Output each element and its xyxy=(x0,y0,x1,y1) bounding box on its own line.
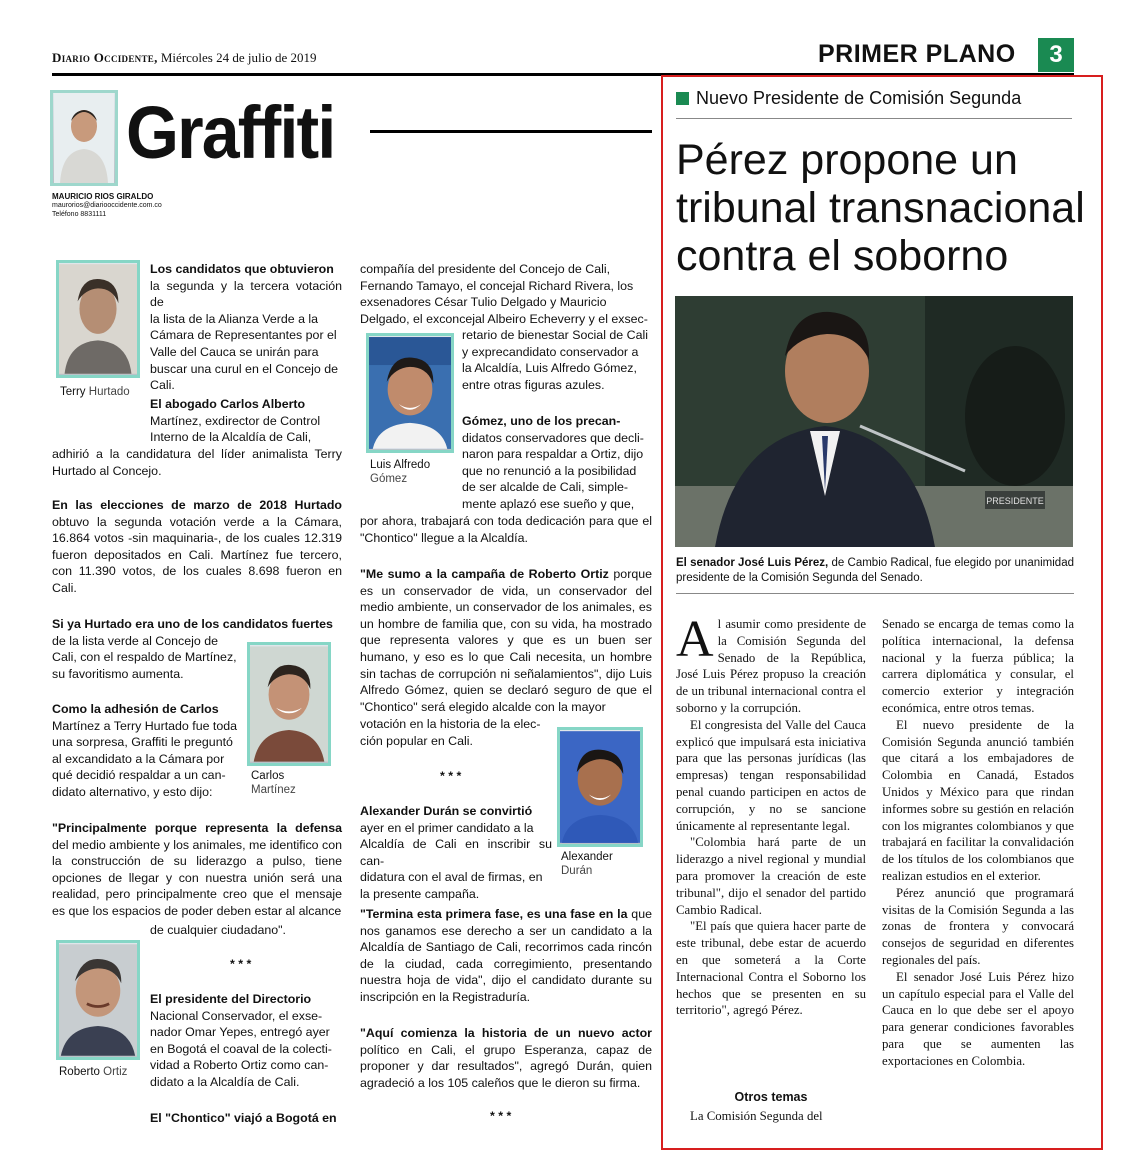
section-separator: * * * xyxy=(490,1109,512,1123)
terry-caption: Terry Hurtado xyxy=(60,386,130,398)
graffiti-paragraph-3: En las elecciones de marzo de 2018 Hurtado obtuvo la segunda votación verde a la Cámara, 16.864 votos -sin maquinaria-, de los cuales 12.319 fueron depositados en Cali. Martínez fue tercero, con 11.390 votos, de los cuales 8.698 fueron en Cali. xyxy=(52,498,342,595)
person-icon xyxy=(250,645,328,763)
graffiti-mid-paragraph-4: Alexander Durán se convirtió ayer en el primer candidato a la Alcaldía de Cali en inscribir su can- didatura con el aval de firmas, en la presente campaña. xyxy=(360,804,552,901)
terry-hurtado-photo xyxy=(56,260,140,378)
graffiti-paragraph-2-head: El abogado Carlos Alberto Martínez, exdirector de Control Interno de la Alcaldía de Cali, xyxy=(150,397,321,445)
graffiti-paragraph-6-end: de cualquier ciudadano". xyxy=(150,923,286,937)
article-paragraph-9: El senador José Luis Pérez hizo un capítulo especial para el Valle del Cauca en lo que debe ser el apoyo para generar condiciones favorables para que se aumenten las exportaciones en Colombia. xyxy=(882,969,1074,1068)
article-paragraph-6: Senado se encarga de temas como la política internacional, la defensa nacional y la fuerza pública; la carrera diplomática y consular, el comercio exterior y integración económica, entre otros temas. xyxy=(882,617,1074,715)
columnist-photo xyxy=(50,90,118,186)
article-paragraph-2: El congresista del Valle del Cauca explicó que impulsará esta iniciativa para que las personas jurídicas (las empresas) tengan responsabilidad penal cuando participen en actos de corrupción, y no se sancione únicamente al representante legal. xyxy=(676,717,866,833)
graffiti-paragraph-7: El presidente del Directorio Nacional Conservador, el exse- nador Omar Yepes, entregó ayer en Bogotá el coaval de la colecti- vidad a Roberto Ortiz como can- didato a la Alcaldía de Cali. xyxy=(150,992,332,1089)
graffiti-paragraph-5: Como la adhesión de Carlos Martínez a Terry Hurtado fue toda una sorpresa, Graffiti le preguntó al excandidato a la Cámara por qué decidió respaldar a un can- didato alternativo, y esto dijo: xyxy=(52,702,238,799)
article-kicker: Nuevo Presidente de Comisión Segunda xyxy=(696,88,1022,108)
column-title: Graffiti xyxy=(126,91,335,174)
page-number: 3 xyxy=(1038,38,1074,72)
roberto-caption: Roberto Ortiz xyxy=(59,1066,128,1078)
masthead xyxy=(52,50,316,66)
columnist-phone: Teléfono 8831111 xyxy=(52,211,107,218)
section-title: PRIMER PLANO xyxy=(818,40,1016,68)
graffiti-paragraph-8: El "Chontico" viajó a Bogotá en xyxy=(150,1111,337,1125)
column-title-rule xyxy=(370,130,652,133)
article-column-2 xyxy=(882,616,1074,1070)
section-separator: * * * xyxy=(230,957,252,971)
graffiti-paragraph-1: Los candidatos que obtuvieron la segunda y la tercera votación de la lista de la Alianza Verde a la Cámara de Representantes por el Valle del Cauca se unirán para buscar una curul en el Concejo de Cali. xyxy=(150,262,342,393)
graffiti-paragraph-4: Si ya Hurtado era uno de los candidatos fuertes de la lista verde al Concejo de Cali, con el respaldo de Martínez, su favoritismo aumenta. xyxy=(52,617,333,681)
article-paragraph-8: Pérez anunció que programará visitas de la Comisión Segunda a las zonas de frontera y convocará consejos de seguridad en diferentes regionales del país. xyxy=(882,885,1074,967)
graffiti-mid-paragraph-6: "Aquí comienza la historia de un nuevo actor político en Cali, el grupo Esperanza, capaz de proponer y dar resultados", agregó Durán, quien agradeció a los 105 caleños que le dieron su firma. xyxy=(360,1026,652,1090)
article-paragraph-4: "El país que quiera hacer parte de este tribunal, debe estar de acuerdo en que someterá a la Corte Internacional Contra el Soborno los hechos que se presenten en su territorio", agregó Pérez. xyxy=(676,919,866,1018)
graffiti-mid-paragraph-2-rest: por ahora, trabajará con toda dedicación para que el "Chontico" llegue a la Alcaldía. xyxy=(360,514,652,545)
article-paragraph-7: El nuevo presidente de la Comisión Segunda anunció también que citará a los embajadores de Colombia en Canadá, Estados Unidos y México para que rindan informes sobre su gestión en relación con los migrantes colombianos y que trabajará en facilitar la convalidación de los títulos de los colombianos que realizan estudios en el exterior. xyxy=(882,717,1074,883)
kicker-rule xyxy=(676,118,1072,119)
article-paragraph-1: Al asumir como presidente de la Comisión Segunda del Senado de la República, José Luis Pérez propuso la creación de un tribunal internacional contra el soborno y la corrupción. xyxy=(676,611,866,715)
graffiti-mid-paragraph-2: Gómez, uno de los precan- didatos conservadores que decli- naron para respaldar a Ortiz, dijo que no renunció a la posibilidad de ser alcalde de Cali, simple- mente aplazó ese sueño y que, xyxy=(462,414,644,511)
alexander-caption: Alexander Durán xyxy=(561,851,613,877)
kicker-square-icon xyxy=(676,92,689,105)
graffiti-mid-paragraph-5: "Termina esta primera fase, es una fase en la que nos ganamos ese derecho a ser un candidato a la Alcaldía de Santiago de Cali, recorrimos cada rincón de la ciudad, cada corregimiento, presentando nuestra hoja de vida", dijo el candidato durante su inscripción en la Registraduría. xyxy=(360,907,652,1004)
article-subhead: Otros temas xyxy=(734,1090,808,1104)
newspaper-name: Diario Occidente, xyxy=(52,50,158,65)
columnist-name: MAURICIO RIOS GIRALDO xyxy=(52,192,154,201)
section-separator: * * * xyxy=(440,769,462,783)
graffiti-paragraph-2-rest: adhirió a la candidatura del líder animalista Terry Hurtado al Concejo. xyxy=(52,447,342,478)
issue-date: Miércoles 24 de julio de 2019 xyxy=(160,50,317,65)
graffiti-mid-paragraph-3-end: votación en la historia de la elec- ción popular en Cali. xyxy=(360,717,541,748)
senator-photo xyxy=(675,296,1073,547)
nameplate-text: PRESIDENTE xyxy=(986,496,1044,506)
article-column-1 xyxy=(676,611,866,1019)
person-icon xyxy=(59,943,137,1057)
person-icon xyxy=(675,296,1073,547)
person-icon xyxy=(59,263,137,375)
graffiti-mid-paragraph-1a: compañía del presidente del Concejo de Cali, Fernando Tamayo, el concejal Richard Rivera, los exsenadores César Tulio Delgado y Mauricio Delgado, el exconcejal Albeiro Echeverry y el exsec- xyxy=(360,262,648,326)
article-paragraph-3: "Colombia hará parte de un liderazgo a nivel regional y mundial para promover la creación de este tribunal", dijo el senador del partido Cambio Radical. xyxy=(676,835,866,917)
columnist-email[interactable]: maurorios@diariooccidente.com.co xyxy=(52,202,162,209)
person-icon xyxy=(53,93,115,183)
article-headline: Pérez propone un tribunal transnacional contra el soborno xyxy=(676,136,1085,280)
carlos-martinez-photo xyxy=(247,642,331,766)
caption-rule xyxy=(676,593,1074,594)
graffiti-paragraph-6: "Principalmente porque representa la defensa del medio ambiente y los animales, me identifico con la construcción de su liderazgo a pulso, tiene opciones de llegar y con nuestra unión será una realidad, pero principalmente creo que el mensaje es que los espacios de poder deben estar al alcance xyxy=(52,821,342,918)
graffiti-mid-paragraph-3: "Me sumo a la campaña de Roberto Ortiz porque es un conservador de vida, un conservador del medio ambiente, un conservador de los animales, es un hombre de familia que, con su vida, ha mostrado que representa valores y que es un buen ser humano, y eso es lo que Cali necesita, un hombre sin tachas de corrupción ni señalamientos", dijo Luis Alfredo Gómez, quien se declaró seguro de que el "Chontico" será elegido alcalde con la mayor xyxy=(360,567,652,714)
drop-cap: A xyxy=(676,611,714,668)
graffiti-mid-paragraph-1b: retario de bienestar Social de Cali y exprecandidato conservador a la Alcaldía, Luis Alfredo Gómez, entre otras figuras azules. xyxy=(462,328,648,392)
photo-caption: El senador José Luis Pérez, de Cambio Radical, fue elegido por unanimidad presidente de la Comisión Segunda del Senado. xyxy=(676,557,1074,584)
luis-caption: Luis Alfredo Gómez xyxy=(370,459,431,485)
person-icon xyxy=(369,336,451,450)
article-paragraph-5: La Comisión Segunda del xyxy=(690,1109,823,1123)
luis-alfredo-gomez-photo xyxy=(366,333,454,453)
roberto-ortiz-photo xyxy=(56,940,140,1060)
carlos-caption: Carlos Martínez xyxy=(251,770,296,796)
alexander-duran-photo xyxy=(557,727,643,847)
person-icon xyxy=(560,730,640,844)
